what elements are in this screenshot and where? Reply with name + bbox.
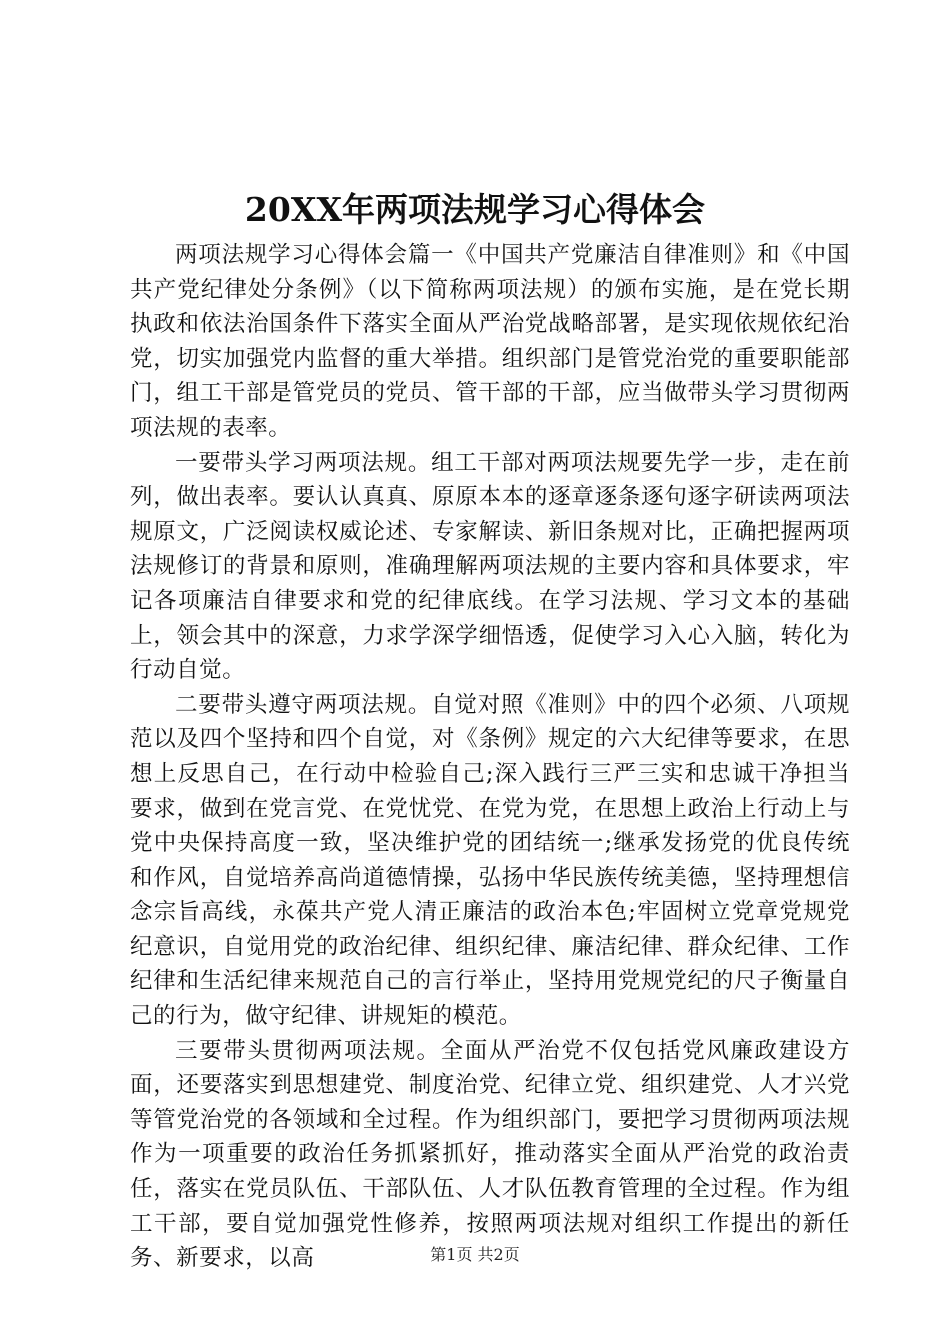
paragraph-comply: 二要带头遵守两项法规。自觉对照《准则》中的四个必须、八项规范以及四个坚持和四个自觉，对《条例》规定的六大纪律等要求，在思想上反思自己，在行动中检验自己;深入践行三严三实和忠诚干净担当要求，做到在党言党、在党忧党、在党为党，在思想上政治上行动上与党中央保持高度一致，坚决维护党的团结统一;继承发扬党的优良传统和作风，自觉培养高尚道德情操，弘扬中华民族传统美德，坚持理想信念宗旨高线，永葆共产党人清正廉洁的政治本色;牢固树立党章党规党纪意识，自觉用党的政治纪律、组织纪律、廉洁纪律、群众纪律、工作纪律和生活纪律来规范自己的言行举止，坚持用党规党纪的尺子衡量自己的行为，做守纪律、讲规矩的模范。 [130,691,850,1030]
document-body [130,238,850,1276]
paragraph-study: 一要带头学习两项法规。组工干部对两项法规要先学一步，走在前列，做出表率。要认认真真、原原本本的逐章逐条逐句逐字研读两项法规原文，广泛阅读权威论述、专家解读、新旧条规对比，正确把握两项法规修订的背景和原则，准确理解两项法规的主要内容和具体要求，牢记各项廉洁自律要求和党的纪律底线。在学习法规、学习文本的基础上，领会其中的深意，力求学深学细悟透，促使学习入心入脑，转化为行动自觉。 [130,449,850,684]
document-title: 20XX年两项法规学习心得体会 [244,190,706,229]
page-footer: 第1页 共2页 [430,1245,520,1264]
paragraph-implement: 三要带头贯彻两项法规。全面从严治党不仅包括党风廉政建设方面，还要落实到思想建党、制度治党、纪律立党、组织建党、人才兴党等管党治党的各领域和全过程。作为组织部门，要把学习贯彻两项法规作为一项重要的政治任务抓紧抓好，推动落实全面从严治党的政治责任，落实在党员队伍、干部队伍、人才队伍教育管理的全过程。作为组工干部，要自觉加强党性修养，按照两项法规对组织工作提出的新任务、新要求，以高 [130,1037,850,1272]
paragraph-intro: 两项法规学习心得体会篇一《中国共产党廉洁自律准则》和《中国共产党纪律处分条例》（以下简称两项法规）的颁布实施，是在党长期执政和依法治国条件下落实全面从严治党战略部署，是实现依规依纪治党，切实加强党内监督的重大举措。组织部门是管党治党的重要职能部门，组工干部是管党员的党员、管干部的干部，应当做带头学习贯彻两项法规的表率。 [130,242,850,441]
